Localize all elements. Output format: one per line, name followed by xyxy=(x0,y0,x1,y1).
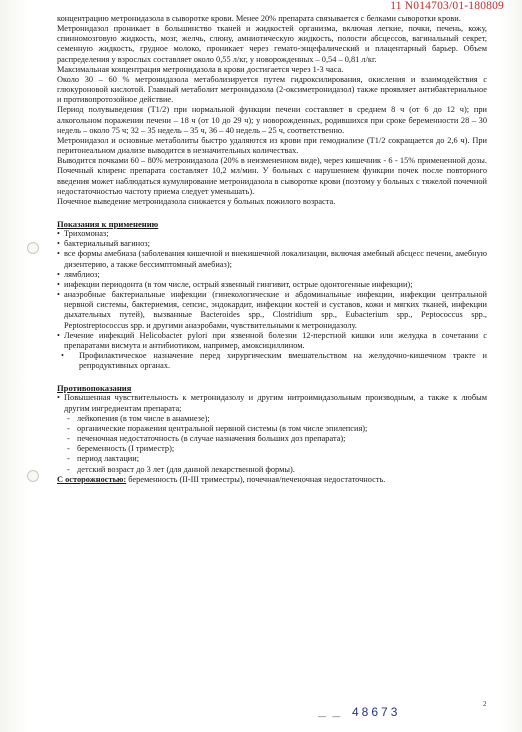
list-item: • бактериальный вагиноз; xyxy=(57,239,487,249)
paragraph: Почечное выведение метронидазола снижается у больных пожилого возраста. xyxy=(57,196,336,206)
contraindications-list xyxy=(57,414,487,475)
paragraph: Период полувыведения (T1/2) при нормальной функции печени составляет в среднем 8 ч (от 6 до 12 ч); при алкогольном поражении печени – 18 ч (от 10 до 29 ч); у новорожденных, родившихся при сроке беременности 28 – 30 недель – около 75 ч; 32 – 35 недель – 35 ч, 36 – 40 недель – 25 ч, соответственно. xyxy=(57,105,487,135)
footer-divider: — — xyxy=(318,712,343,721)
list-item: • все формы амебиаза (заболевания кишечной и внекишечной локализации, включая амебный абсцесс печени, амебную дизентерию, а также бессимптомный амебиаз); xyxy=(57,249,487,269)
registration-stamp: 11 N014703/01-180809 xyxy=(390,0,504,12)
list-item: - беременность (I триместр); xyxy=(63,444,487,454)
caution-paragraph xyxy=(57,475,487,485)
punch-hole xyxy=(27,470,39,482)
list-item: • Лечение инфекций Helicobacter pylori при язвенной болезни 12-перстной кишки или желудка в сочетании с препаратами висмута и антибиотиком, например, амоксициллином. xyxy=(57,331,487,351)
list-item: • лямблиоз; xyxy=(57,270,487,280)
caution-label: С осторожностью: xyxy=(57,474,127,484)
paragraph: концентрацию метронидазола в сыворотке крови. Менее 20% препарата связывается с белками сыворотки крови. xyxy=(57,14,461,23)
list-item: • Профилактическое назначение перед хирургическим вмешательством на желудочно-кишечном тракте и репродуктивных органах. xyxy=(57,351,487,371)
document-body xyxy=(57,14,487,485)
list-item: • Трихомоназ; xyxy=(57,229,487,239)
paragraph: Выводится почками 60 – 80% метронидазола (20% в неизмененном виде), через кишечник - 6 - 15% примененной дозы. Почечный клиренс препарата составляет 10,2 мл/мин. У больных с нарушением функции почек после повторного введения может наблюдаться кумулирование метронидазола в сыворотке крови (поэтому у больных с тяжелой почечной недостаточностью частоту приема следует уменьшать). xyxy=(57,156,487,196)
section-heading-indications: Показания к применению xyxy=(57,218,159,229)
list-item: • инфекции периодонта (в том числе, острый язвенный гингивит, острые одонтогенные инфекции); xyxy=(57,280,487,290)
list-item: - детский возраст до 3 лет (для данной лекарственной формы). xyxy=(63,465,487,475)
list-item: • анаэробные бактериальные инфекции (гинекологические и абдоминальные инфекции, инфекции центральной нервной системы, бактериемия, сепсис, эндокардит, инфекции костей и суставов, кожи и мягких тканей, инфекции дыхательных путей), вызванные Bacteroides spp., Clostridium spp., Eubacterium spp., Peptococcus spp., Peptostreptococcus spp. и другими анаэробами, чувствительными к метронидазолу. xyxy=(57,290,487,331)
paragraph: Около 30 – 60 % метронидазола метаболизируется путем гидроксилирования, окисления и взаимодействия с глюкуроновой кислотой. Главный метаболит метронидазола (2-оксиметронидазол) также проявляет антибактериальное и противопротозойное действие. xyxy=(57,74,487,105)
paragraph: Максимальная концентрация метронидазола в крови достигается через 1-3 часа. xyxy=(57,64,344,74)
punch-hole xyxy=(27,242,39,254)
list-item: - печеночная недостаточность (в случае назначения больших доз препарата); xyxy=(63,434,487,444)
footer-signature-number: 48673 xyxy=(352,705,401,719)
paragraph: Метронидазол проникает в большинство тканей и жидкостей организма, включая легкие, почки, печень, кожу, спинномозговую жидкость, мозг, желчь, слюну, амниотическую жидкость, полости абсцессов, вагинальный секрет, семенную жидкость, грудное молоко, проникает через гемато-энцефалический и плацентарный барьер. Объем распределения у взрослых составляет около 0,55 л/кг, у новорожденных – 0,54 – 0,81 л/кг. xyxy=(57,24,487,64)
section-heading-contraindications: Противопоказания xyxy=(57,383,132,394)
contraindications-intro xyxy=(57,393,487,413)
list-item: - период лактации; xyxy=(63,454,487,464)
paragraph: Метронидазол и основные метаболиты быстро удаляются из крови при гемодиализе (T1/2 сокращается до 2,6 ч). При перитонеальном диализе выводится в незначительных количествах. xyxy=(57,135,487,156)
list-item: • Повышенная чувствительность к метронидазолу и другим нитроимидазольным производным, а также к любым другим ингредиентам препарата; xyxy=(57,393,487,413)
indications-list xyxy=(57,229,487,371)
page-number: 2 xyxy=(483,700,487,708)
list-item: - лейкопения (в том числе в анамнезе); xyxy=(63,414,487,424)
list-item: - органические поражения центральной нервной системы (в том числе эпилепсия); xyxy=(63,424,487,434)
caution-text: беременность (II-III триместры), почечная/печеночная недостаточность. xyxy=(126,474,386,484)
